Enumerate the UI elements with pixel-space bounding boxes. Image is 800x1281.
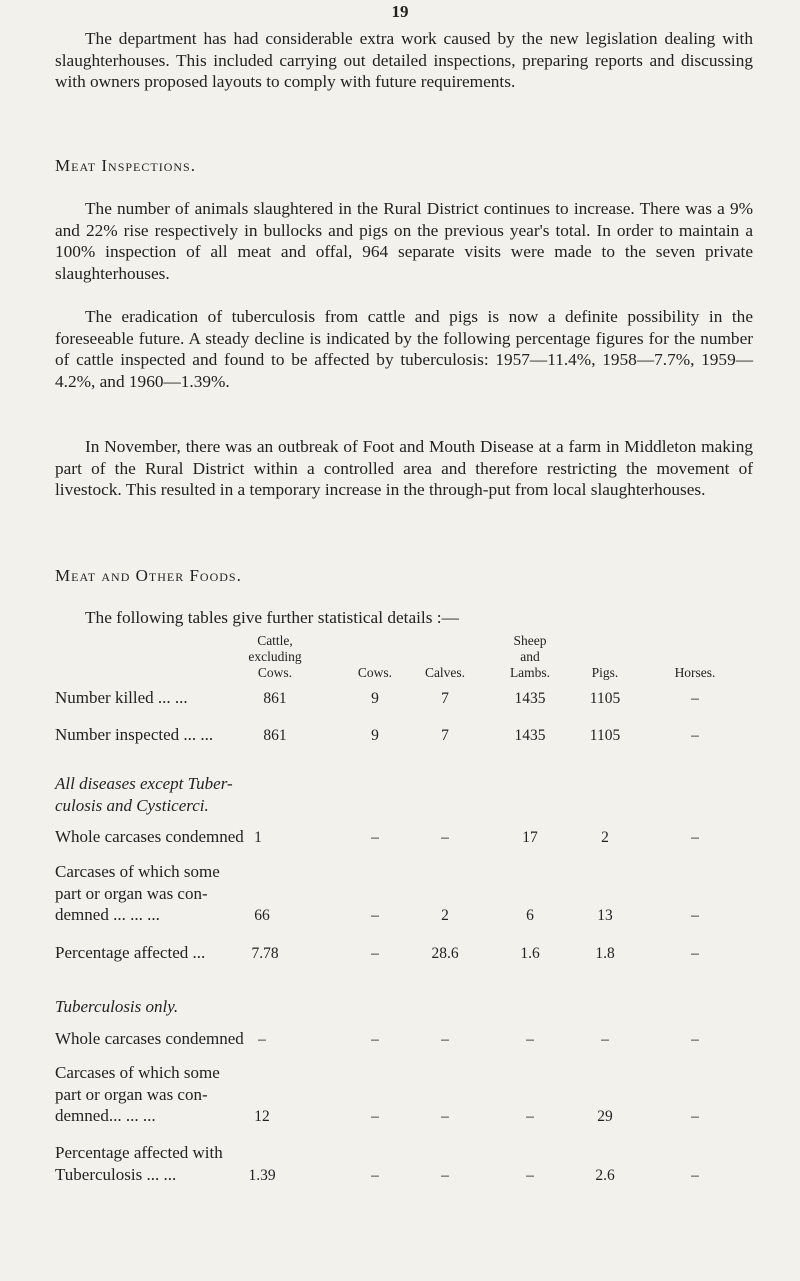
col-horses-header: Horses. [674,665,716,680]
cell: 1.8 [595,945,615,962]
cell: – [691,945,699,962]
cell: 1105 [589,690,621,707]
row-label-tb-percentage: Percentage affected with Tuberculosis ... ... [55,1143,223,1184]
cell: 9 [371,727,379,744]
cell: – [258,1031,266,1048]
cell: 1105 [589,727,621,744]
cell: – [691,727,699,744]
cell: – [371,945,379,962]
cell: – [526,1108,534,1125]
cell: 1435 [514,690,546,707]
page-number: 19 [391,2,409,21]
cell: 28.6 [431,945,459,962]
cell: 2.6 [595,1167,615,1184]
cell: 861 [263,727,287,744]
cell: – [371,1031,379,1048]
inspections-paragraph-3: In November, there was an outbreak of Foot and Mouth Disease at a farm in Middleton making part of the Rural District within a controlled area and therefore restricting the movement of livestock. This resulted in a temporary increase in the through-put from local slaughterhouses. [55,437,753,500]
intro-paragraph: The department has had considerable extra work caused by the new legislation dealing with slaughterhouses. This included carrying out detailed inspections, preparing reports and discussing with owners proposed layouts to comply with future requirements. [55,29,753,92]
meat-inspections-heading: Meat Inspections. [55,156,196,175]
cell: 7 [441,690,449,707]
cell: 1435 [514,727,546,744]
cell: – [526,1167,534,1184]
cell: 1.39 [248,1167,276,1184]
cell: – [691,829,699,846]
cell: 29 [597,1108,613,1125]
row-label-percentage: Percentage affected ... [55,943,206,962]
cell: 2 [601,829,609,846]
col-cattle-header: Cattle, excluding Cows. [248,633,302,680]
meat-other-foods-heading: Meat and Other Foods. [55,566,242,585]
cell: – [691,1031,699,1048]
col-calves-header: Calves. [424,665,466,680]
cell: 2 [441,907,449,924]
cell: 13 [597,907,613,924]
cell: – [441,1108,449,1125]
cell: 7 [441,727,449,744]
cell: 9 [371,690,379,707]
cell: 66 [254,907,270,924]
cell: – [371,907,379,924]
cell: 1 [254,829,262,846]
tables-intro: The following tables give further statistical details :— [85,608,459,627]
inspections-paragraph-2: The eradication of tuberculosis from cattle and pigs is now a definite possibility in the foreseeable future. A steady decline is indicated by the following percentage figures for the number of cattle inspected and found to be affected by tuberculosis: 1957—11.4%, 1958—7.7%, 1959—4.2%, and 1960—1.39%. [55,307,753,391]
section-title-all-diseases: All diseases except Tuber- culosis and Cysticerci. [55,774,233,815]
cell: – [371,1108,379,1125]
cell: – [691,690,699,707]
row-label-whole-condemned: Whole carcases condemned [55,827,244,846]
cell: – [441,829,449,846]
cell: 17 [522,829,538,846]
cell: – [441,1031,449,1048]
inspections-paragraph-1: The number of animals slaughtered in the Rural District continues to increase. There was a 9% and 22% rise respectively in bullocks and pigs on the previous year's total. In order to maintain a 100% inspection of all meat and offal, 964 separate visits were made to the seven private slaughterhouses. [55,199,753,283]
cell: – [371,1167,379,1184]
cell: – [371,829,379,846]
cell: 7.78 [251,945,279,962]
cell: – [691,1108,699,1125]
col-sheep-header: Sheep and Lambs. [509,633,551,680]
cell: – [526,1031,534,1048]
cell: – [691,1167,699,1184]
cell: 12 [254,1108,270,1125]
col-pigs-header: Pigs. [591,665,619,680]
cell: 861 [263,690,287,707]
row-label-part-condemned: Carcases of which some part or organ was con- demned ... ... ... [55,862,220,925]
col-cows-header: Cows. [357,665,393,680]
row-label-tb-part-condemned: Carcases of which some part or organ was con- demned... ... ... [55,1063,220,1126]
cell: – [601,1031,609,1048]
cell: 6 [526,907,534,924]
row-label-number-inspected: Number inspected ... ... [55,725,214,744]
cell: – [441,1167,449,1184]
cell: 1.6 [520,945,540,962]
row-label-number-killed: Number killed ... ... [55,688,188,707]
section-title-tuberculosis: Tuberculosis only. [55,997,179,1016]
cell: – [691,907,699,924]
row-label-tb-whole-condemned: Whole carcases condemned [55,1029,244,1048]
